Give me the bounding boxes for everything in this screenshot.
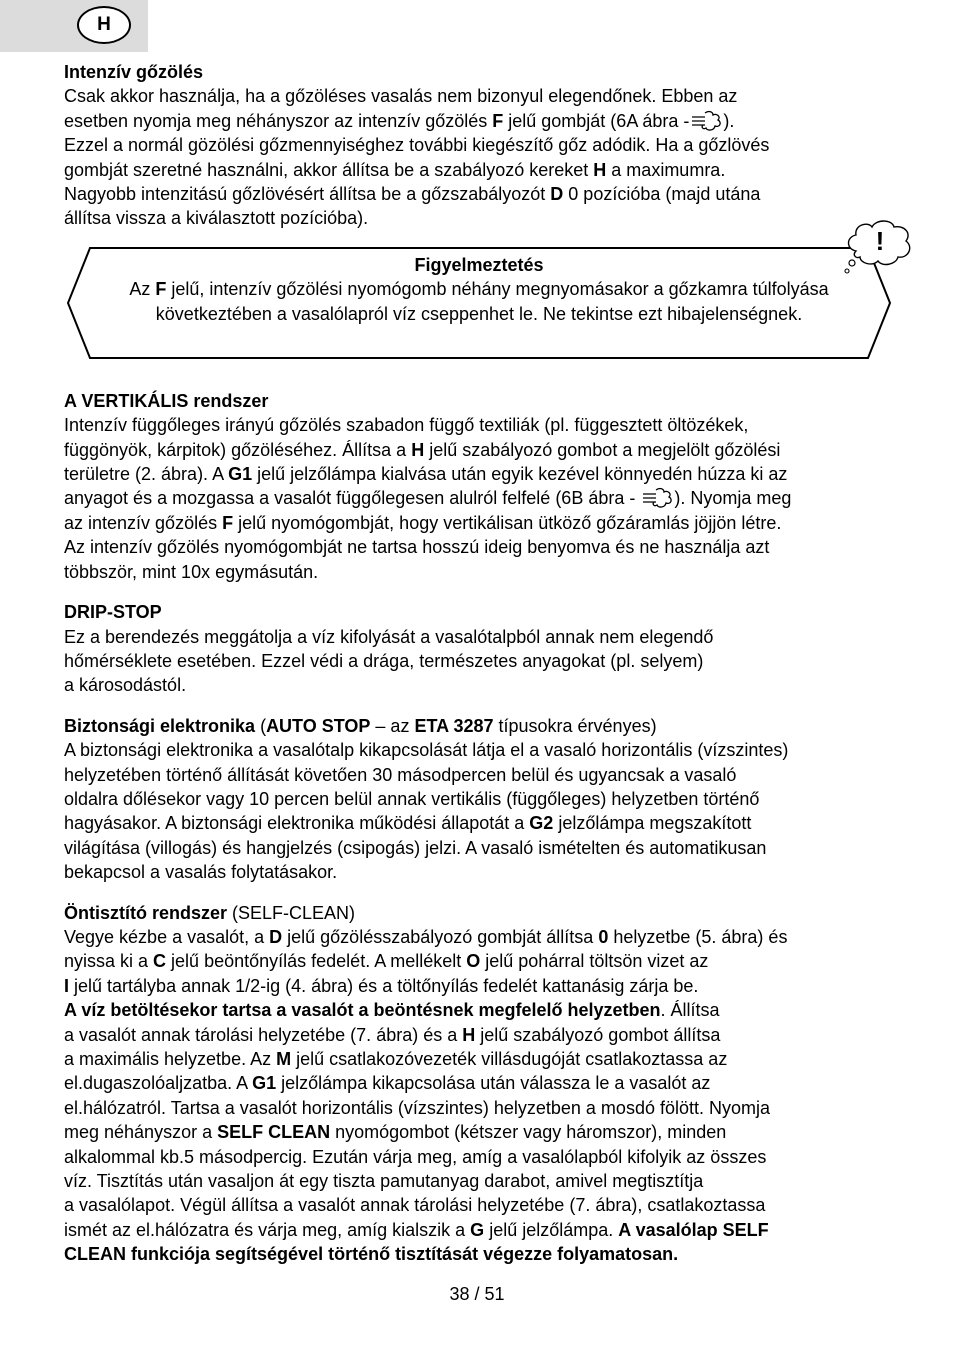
text-line: a vasalólapot. Végül állítsa a vasalót annak tárolási helyzetébe (7. ábra), csatlakoztassa [64,1195,766,1216]
section-heading: Intenzív gőzölés [64,62,204,82]
section-safety-electronics [64,714,894,885]
section-self-clean [64,901,894,1267]
section-heading: Biztonsági elektronika (AUTO STOP – az ETA 3287 típusokra érvényes) [64,715,657,736]
text-line: Vegye kézbe a vasalót, a D jelű gőzölésszabályozó gombját állítsa 0 helyzetbe (5. ábra) és [64,926,788,947]
text-line: Csak akkor használja, ha a gőzöléses vasalás nem bizonyul elegendőnek. Ebben az [64,86,738,107]
text-line: függönyök, kárpitok) gőzöléséhez. Állítsa a H jelű szabályozó gombot a megjelölt gőzölési [64,439,781,460]
text-line: I jelű tartályba annak 1/2-ig (4. ábra) és a töltőnyílás fedelét kattanásig zárja be. [64,975,699,996]
text-line: Nagyobb intenzitású gőzlövésért állítsa be a gőzszabályozót D 0 pozícióba (majd utána [64,184,761,205]
text-line: hagyásakor. A biztonsági elektronika működési állapotát a G2 jelzőlámpa megszakított [64,813,752,834]
text-line: helyzetében történő állítását követően 30 másodpercen belül és ugyancsak a vasaló [64,764,737,785]
warning-title: Figyelmeztetés [414,254,544,275]
text-line: el.dugaszolóaljzatba. A G1 jelzőlámpa kikapcsolása után válassza le a vasalót az [64,1073,711,1094]
section-intensive-steam [64,60,894,231]
text-line: bekapcsol a vasalás folytatásakor. [64,862,338,883]
text-line: ismét az el.hálózatra és várja meg, amíg kialszik a G jelű jelzőlámpa. A vasalólap SELF [64,1219,769,1240]
text-line: esetben nyomja meg néhányszor az intenzív gőzölés F jelű gombját (6A ábra - ). [64,110,735,131]
text-line: világítása (villogás) és hangjelzés (csipogás) jelzi. A vasaló ismételten és automatikusan [64,837,767,858]
section-vertical-system [64,389,894,584]
text-line: Az intenzív gőzölés nyomógombját ne tartsa hosszú ideig benyomva és ne használja azt [64,537,770,558]
text-line: el.hálózatról. Tartsa a vasalót horizontális (vízszintes) helyzetben a mosdó fölött. Nyomja [64,1097,770,1118]
text-line: következtében a vasalólapról víz cseppenhet le. Ne tekintse ezt hibajelenségnek. [155,303,803,324]
text-line: az intenzív gőzölés F jelű nyomógombját, hogy vertikálisan ütköző gőzáramlás jöjjön létre. [64,512,782,533]
text-line: gombját szeretné használni, akkor állítsa be a szabályozó kereket H a maximumra. [64,159,726,180]
text-line: meg néhányszor a SELF CLEAN nyomógombot (kétszer vagy háromszor), minden [64,1122,727,1143]
steam-burst-icon [689,110,723,132]
page-content [64,60,894,1283]
text-line: Intenzív függőleges irányú gőzölés szabadon függő textiliák (pl. függesztett öltözékek, [64,415,749,436]
text-line: oldalra dőlésekor vagy 10 percen belül annak vertikális (függőleges) helyzetben történő [64,788,760,809]
section-heading: Öntisztító rendszer (SELF-CLEAN) [64,902,356,923]
language-badge: H [77,6,131,44]
exclamation-cloud-icon [842,217,914,279]
text-line: Az F jelű, intenzív gőzölési nyomógomb néhány megnyomásakor a gőzkamra túlfolyása [129,279,829,300]
text-line: hőmérséklete esetében. Ezzel védi a drága, természetes anyagokat (pl. selyem) [64,650,704,671]
exclamation-mark: ! [875,225,885,256]
text-line: A víz betöltésekor tartsa a vasalót a beöntésnek megfelelő helyzetben. Állítsa [64,1000,720,1021]
text-line: a maximális helyzetbe. Az M jelű csatlakozóvezeték villásdugóját csatlakoztassa az [64,1049,728,1069]
text-line: víz. Tisztítás után vasaljon át egy tiszta pamutanyag darabot, amivel megtisztítja [64,1171,704,1192]
text-line: Ezzel a normál gözölési gőzmennyiséghez további kiegészítő gőz adódik. Ha a gőzlövés [64,135,770,156]
text-line: nyissa ki a C jelű beöntőnyílás fedelét. A mellékelt O jelű pohárral töltsön vizet az [64,951,709,972]
warning-box [64,225,894,359]
text-line: többször, mint 10x egymásután. [64,561,319,582]
section-drip-stop [64,600,894,698]
text-line: területre (2. ábra). A G1 jelű jelzőlámpa kialvása után egyik kezével könnyedén húzza ki az [64,464,788,485]
section-heading: DRIP-STOP [64,602,162,623]
text-line: a vasalót annak tárolási helyzetébe (7. ábra) és a H jelű szabályozó gombot állítsa [64,1024,721,1045]
language-tab [0,0,148,52]
text-line: A biztonsági elektronika a vasalótalp kikapcsolását látja el a vasaló horizontális (vízszintes) [64,740,789,761]
text-line: alkalommal kb.5 másodpercig. Ezután várja meg, amíg a vasalólapból kifolyik az összes [64,1146,767,1167]
text-line: anyagot és a mozgassa a vasalót függőlegesen alulról felfelé (6B ábra - ). Nyomja meg [64,488,792,509]
text-line: állítsa vissza a kiválasztott pozícióba). [64,208,369,229]
warning-text [64,253,894,326]
text-line: a károsodástól. [64,675,187,696]
steam-burst-icon [640,487,674,509]
page-number: 38 / 51 [449,1284,505,1304]
text-line: Ez a berendezés meggátolja a víz kifolyását a vasalótalpból annak nem elegendő [64,626,714,647]
text-line: CLEAN funkciója segítségével történő tisztítását végezze folyamatosan. [64,1244,679,1265]
section-heading: A VERTIKÁLIS rendszer [64,390,269,411]
